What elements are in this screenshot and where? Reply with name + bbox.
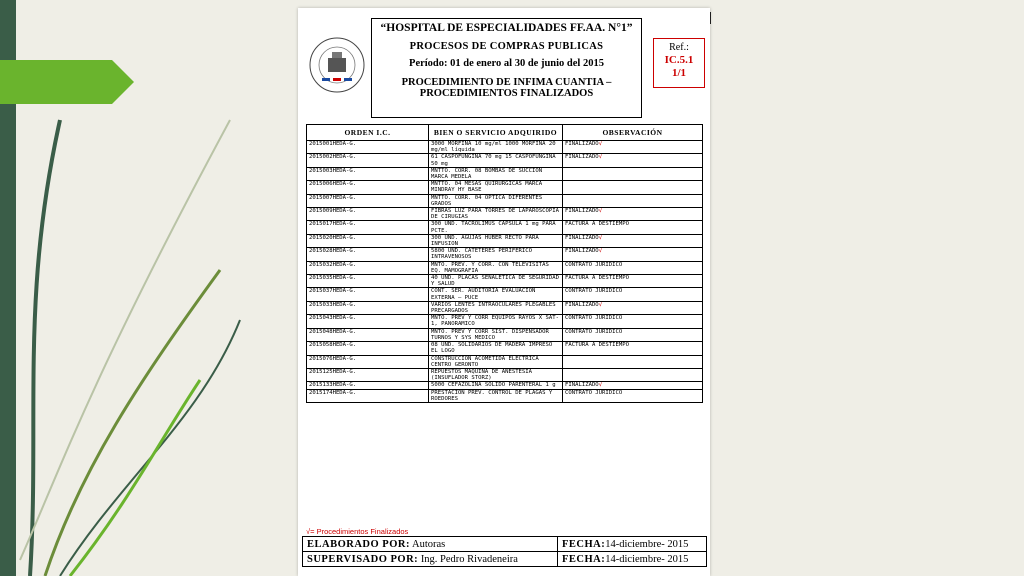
- legend-text: √= Procedimientos Finalizados: [306, 527, 409, 536]
- ref-label: Ref.:: [669, 42, 689, 53]
- table-row: [307, 208, 703, 221]
- bien-cell: MNTTO. CORR. 08 BOMBAS DE SUCCION MARCA MEDELA: [429, 167, 563, 180]
- observacion-cell: CONTRATO JURIDICO: [563, 261, 703, 274]
- observacion-cell: FACTURA A DESTIEMPO: [563, 221, 703, 234]
- procedures-table: [306, 124, 703, 403]
- observacion-cell: FINALIZADO√: [563, 154, 703, 167]
- observacion-cell: FINALIZADO√: [563, 234, 703, 247]
- bien-cell: MNTTO. 04 MESAS QUIRURGICAS MARCA MINDRAY HY BASE: [429, 181, 563, 194]
- elaborado-label: ELABORADO POR:: [307, 538, 410, 550]
- document-title-box: [371, 18, 642, 118]
- bien-cell: 5000 CEFAZOLINA SOLIDO PARENTERAL 1 g: [429, 382, 563, 389]
- orden-cell: 2015006HEDA-G.: [307, 181, 429, 194]
- col-header-observacion: OBSERVACIÓN: [563, 125, 703, 141]
- orden-cell: 2015043HEDA-G.: [307, 315, 429, 328]
- observacion-cell: [563, 181, 703, 194]
- orden-cell: 2015032HEDA-G.: [307, 261, 429, 274]
- procedure-line-2: PROCEDIMIENTOS FINALIZADOS: [419, 88, 594, 99]
- table-row: [307, 342, 703, 355]
- supervisado-label: SUPERVISADO POR:: [307, 553, 419, 565]
- orden-cell: 2015035HEDA-G.: [307, 275, 429, 288]
- orden-cell: 2015048HEDA-G.: [307, 328, 429, 341]
- bien-cell: MNTO. PREV. Y CORR. CON TELEVISITAS EQ. MAMOGRAFIA: [429, 261, 563, 274]
- observacion-cell: FACTURA A DESTIEMPO: [563, 342, 703, 355]
- table-header-row: [307, 125, 703, 141]
- col-header-orden: ORDEN I.C.: [307, 125, 429, 141]
- table-row: [307, 141, 703, 154]
- table-row: [307, 248, 703, 261]
- table-row: [307, 301, 703, 314]
- ref-page: 1/1: [671, 67, 687, 79]
- bien-cell: CONT. SER. AUDITORIA EVALUACION EXTERNA – PUCE: [429, 288, 563, 301]
- table-row: [307, 167, 703, 180]
- observacion-cell: [563, 194, 703, 207]
- supervisado-value: Ing. Pedro Rivadeneira: [420, 553, 518, 565]
- process-title: PROCESOS DE COMPRAS PUBLICAS: [409, 41, 604, 52]
- observacion-cell: CONTRATO JURIDICO: [563, 288, 703, 301]
- decorative-leaves-icon: [0, 0, 300, 576]
- table-row: [307, 261, 703, 274]
- table-row: [307, 382, 703, 389]
- orden-cell: 2015028HEDA-G.: [307, 248, 429, 261]
- table-row: [307, 181, 703, 194]
- bien-cell: 61 CASPOFUNGINA 70 mg 15 CASPOFUNGINA 50 mg: [429, 154, 563, 167]
- fecha-label: FECHA:: [562, 538, 606, 550]
- table-row: [307, 355, 703, 368]
- hospital-name: “HOSPITAL DE ESPECIALIDADES FF.AA. N°1”: [380, 22, 633, 34]
- signature-table: [302, 536, 707, 567]
- observacion-cell: [563, 368, 703, 381]
- table-row: [307, 275, 703, 288]
- reference-box: [653, 38, 705, 88]
- bien-cell: REPUESTOS MAQUINA DE ANESTESIA (INSUFLADOR STORZ): [429, 368, 563, 381]
- bien-cell: 5800 UND. CATETERES PERIFERICO INTRAVENOSOS: [429, 248, 563, 261]
- orden-cell: 2015037HEDA-G.: [307, 288, 429, 301]
- orden-cell: 2015002HEDA-G.: [307, 154, 429, 167]
- observacion-cell: FACTURA A DESTIEMPO: [563, 275, 703, 288]
- orden-cell: 2015017HEDA-G.: [307, 221, 429, 234]
- observacion-cell: FINALIZADO√: [563, 248, 703, 261]
- orden-cell: 2015003HEDA-G.: [307, 167, 429, 180]
- table-row: [307, 315, 703, 328]
- observacion-cell: CONTRATO JURIDICO: [563, 328, 703, 341]
- orden-cell: 2015125HEDA-G.: [307, 368, 429, 381]
- observacion-cell: [563, 355, 703, 368]
- table-row: [307, 194, 703, 207]
- page-edge-mark: [710, 12, 711, 24]
- orden-cell: 2015033HEDA-G.: [307, 301, 429, 314]
- orden-cell: 2015020HEDA-G.: [307, 234, 429, 247]
- bien-cell: MNTO. PREV Y CORR SIST. DISPENSADOR TURNOS Y SYS MEDICO: [429, 328, 563, 341]
- check-mark-icon: √: [598, 301, 603, 308]
- orden-cell: 2015001HEDA-G.: [307, 141, 429, 154]
- check-mark-icon: √: [598, 141, 603, 147]
- elaborado-value: Autoras: [412, 538, 446, 550]
- check-mark-icon: √: [598, 154, 603, 161]
- check-mark-icon: √: [598, 382, 603, 389]
- procedure-line-1: PROCEDIMIENTO DE INFIMA CUANTIA –: [401, 77, 612, 88]
- orden-cell: 2015009HEDA-G.: [307, 208, 429, 221]
- table-row: [307, 288, 703, 301]
- observacion-cell: [563, 167, 703, 180]
- bien-cell: 3000 MORFINA 10 mg/ml 1000 MORFINA 20 mg/ml líquida: [429, 141, 563, 154]
- check-mark-icon: √: [598, 248, 603, 255]
- document-page: [298, 8, 710, 576]
- orden-cell: 2015076HEDA-G.: [307, 355, 429, 368]
- check-mark-icon: √: [598, 234, 603, 241]
- bien-cell: FIBRAS LUZ PARA TORRES DE LAPAROSCOPIA DE CIRUGIAS: [429, 208, 563, 221]
- bien-cell: 08 UND. SOLIDARIOS DE MADERA IMPRESO EL LOGO: [429, 342, 563, 355]
- bien-cell: MNTTO. CORR. 04 OPTICA DIFERENTES GRADOS: [429, 194, 563, 207]
- bien-cell: 40 UND. PLACAS SEÑALETICA DE SEGURIDAD Y SALUD: [429, 275, 563, 288]
- table-row: [307, 368, 703, 381]
- observacion-cell: CONTRATO JURIDICO: [563, 389, 703, 402]
- ref-code: IC.5.1: [664, 54, 694, 66]
- observacion-cell: FINALIZADO√: [563, 141, 703, 154]
- table-row: [307, 154, 703, 167]
- observacion-cell: CONTRATO JURIDICO: [563, 315, 703, 328]
- bien-cell: MNTO. PREV Y CORR EQUIPOS RAYOS X SAT-1, PANORAMICO: [429, 315, 563, 328]
- fecha-value: 14-diciembre- 2015: [605, 553, 689, 565]
- fecha-label: FECHA:: [562, 553, 606, 565]
- observacion-cell: FINALIZADO√: [563, 301, 703, 314]
- bien-cell: 300 UND. TACROLIMUS CAPSULA 1 mg PARA PCTE.: [429, 221, 563, 234]
- orden-cell: 2015058HEDA-G.: [307, 342, 429, 355]
- hospital-seal-icon: [308, 36, 366, 94]
- fecha-value: 14-diciembre- 2015: [605, 538, 689, 550]
- period-text: Período: 01 de enero al 30 de junio del 2015: [409, 58, 604, 69]
- orden-cell: 2015133HEDA-G.: [307, 382, 429, 389]
- table-row: [307, 389, 703, 402]
- table-row: [307, 221, 703, 234]
- col-header-bien: BIEN O SERVICIO ADQUIRIDO: [429, 125, 563, 141]
- check-mark-icon: √: [598, 208, 603, 215]
- bien-cell: CONSTRUCCION ACOMETIDA ELECTRICA CENTRO GERONTO: [429, 355, 563, 368]
- observacion-cell: FINALIZADO√: [563, 382, 703, 389]
- elaborado-row: [303, 537, 707, 552]
- bien-cell: PRESTACION PREV. CONTROL DE PLAGAS Y ROEDORES: [429, 389, 563, 402]
- table-row: [307, 234, 703, 247]
- table-row: [307, 328, 703, 341]
- orden-cell: 2015174HEDA-G.: [307, 389, 429, 402]
- supervisado-row: [303, 552, 707, 567]
- orden-cell: 2015007HEDA-G.: [307, 194, 429, 207]
- bien-cell: VARIOS LENTES INTRAOCULARES PLEGABLES PRECARGADOS: [429, 301, 563, 314]
- observacion-cell: FINALIZADO√: [563, 208, 703, 221]
- bien-cell: 300 UND. AGUJAS HUBER RECTO PARA INFUSION: [429, 234, 563, 247]
